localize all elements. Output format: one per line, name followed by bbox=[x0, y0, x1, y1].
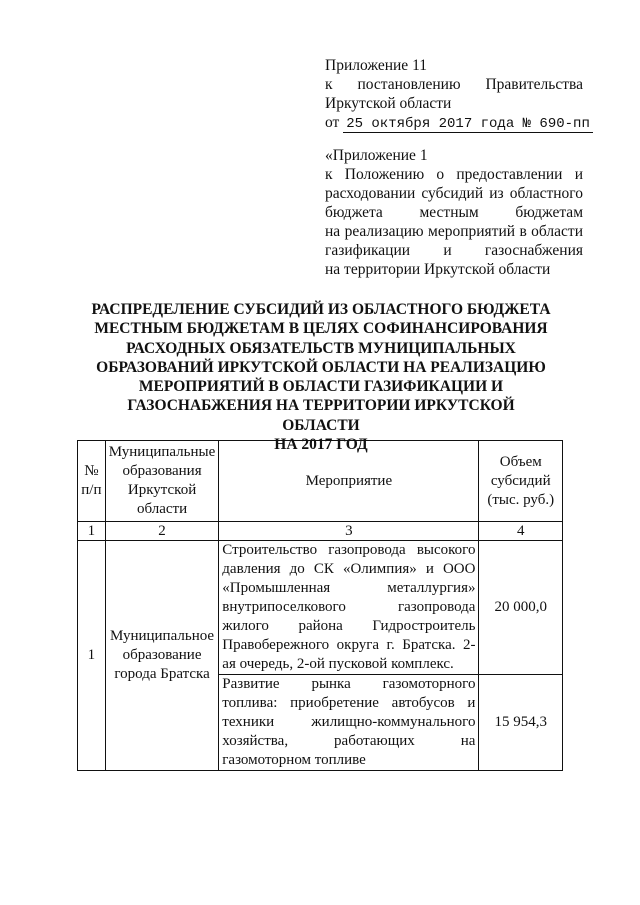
appendix-resolution-ref: к постановлению Правительства bbox=[325, 76, 583, 93]
row-municipality: Муниципальное образование города Братска bbox=[105, 541, 218, 771]
title-line: МЕСТНЫМ БЮДЖЕТАМ В ЦЕЛЯХ СОФИНАНСИРОВАНИЯ bbox=[94, 320, 548, 338]
document-title bbox=[90, 300, 552, 454]
regulation-line: на реализацию мероприятий в области bbox=[325, 223, 583, 240]
title-line: РАСПРЕДЕЛЕНИЕ СУБСИДИЙ ИЗ ОБЛАСТНОГО БЮДЖЕТА bbox=[91, 301, 551, 318]
regulation-line: бюджета местным бюджетам bbox=[325, 204, 583, 221]
subsidy-distribution-table bbox=[77, 440, 563, 771]
column-number-row bbox=[78, 522, 563, 541]
event-description: Развитие рынка газомоторного топлива: приобретение автобусов и техники жилищно-коммунального хозяйства, работающих на газомоторном топливе bbox=[219, 675, 479, 771]
regulation-line: на территории Иркутской области bbox=[325, 261, 551, 278]
table-header-row bbox=[78, 441, 563, 522]
appendix-block bbox=[325, 56, 590, 134]
row-number: 1 bbox=[78, 541, 106, 771]
regulation-line: «Приложение 1 bbox=[325, 147, 428, 164]
column-number: 1 bbox=[78, 522, 106, 541]
column-number: 3 bbox=[219, 522, 479, 541]
column-number: 2 bbox=[105, 522, 218, 541]
header-event: Мероприятие bbox=[219, 441, 479, 522]
regulation-line: к Положению о предоставлении и bbox=[325, 166, 583, 183]
appendix-region: Иркутской области bbox=[325, 95, 452, 112]
title-line: РАСХОДНЫХ ОБЯЗАТЕЛЬСТВ МУНИЦИПАЛЬНЫХ bbox=[126, 339, 516, 357]
title-line: ОБРАЗОВАНИЙ ИРКУТСКОЙ ОБЛАСТИ НА РЕАЛИЗАЦИЮ bbox=[96, 358, 546, 376]
event-amount: 20 000,0 bbox=[479, 541, 563, 675]
column-number: 4 bbox=[479, 522, 563, 541]
appendix-number: Приложение 11 bbox=[325, 57, 427, 74]
header-volume: Объем субсидий (тыс. руб.) bbox=[479, 441, 563, 522]
header-municipality: Муниципальные образования Иркутской области bbox=[105, 441, 218, 522]
title-line: МЕРОПРИЯТИЙ В ОБЛАСТИ ГАЗИФИКАЦИИ И bbox=[138, 378, 504, 396]
table-row bbox=[78, 541, 563, 675]
event-description: Строительство газопровода высокого давления до СК «Олимпия» и ООО «Промышленная металлургия» внутрипоселкового газопровода жилого района Гидростроитель Правобережного округа г. Братска. 2- ая очередь, 2-ой пусковой комплекс. bbox=[219, 541, 479, 675]
resolution-date-number: 25 октября 2017 года № 690-пп bbox=[343, 116, 593, 133]
date-prefix: от bbox=[325, 114, 340, 131]
event-amount: 15 954,3 bbox=[479, 675, 563, 771]
title-line: НА 2017 ГОД bbox=[274, 436, 368, 454]
regulation-line: газификации и газоснабжения bbox=[325, 242, 583, 259]
regulation-reference-block bbox=[325, 146, 583, 279]
appendix-date-line bbox=[325, 113, 590, 134]
regulation-line: расходовании субсидий из областного bbox=[325, 185, 583, 202]
title-line: ГАЗОСНАБЖЕНИЯ НА ТЕРРИТОРИИ ИРКУТСКОЙ ОБЛАСТИ bbox=[127, 397, 515, 434]
header-num: № п/п bbox=[78, 441, 106, 522]
